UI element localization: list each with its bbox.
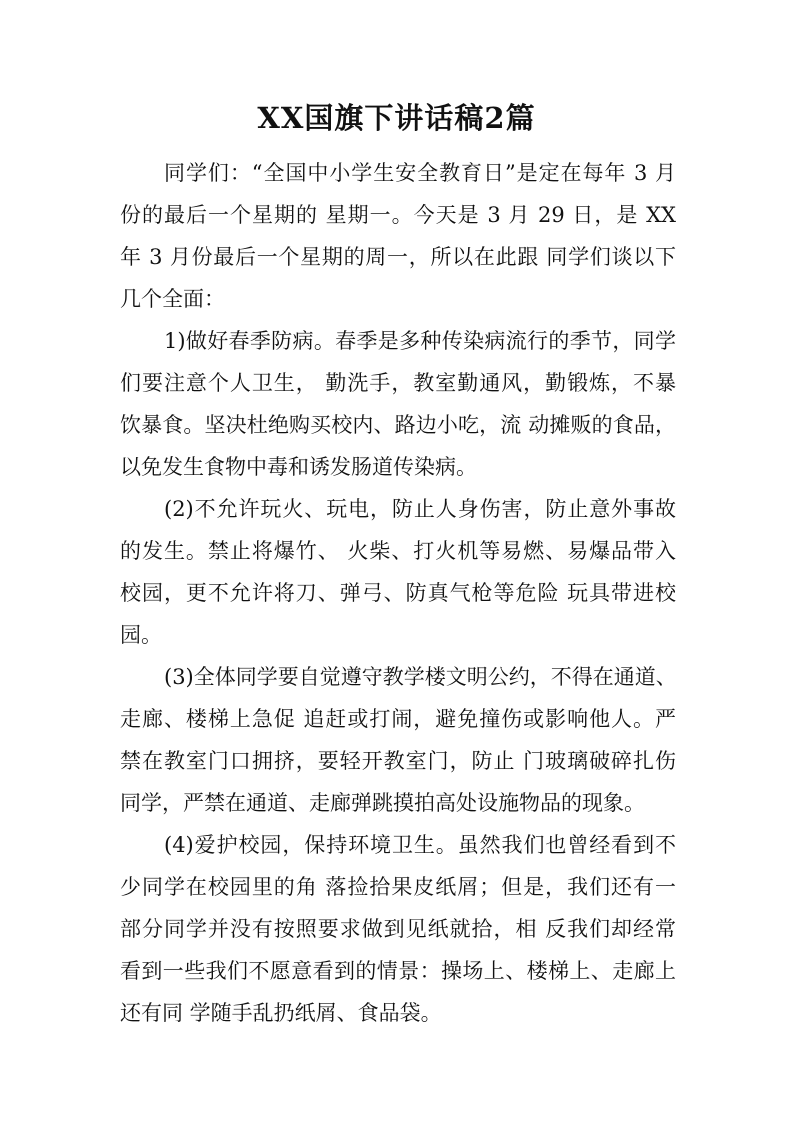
paragraph [120, 656, 676, 824]
text-line: (4)爱护校园，保持环境卫生。虽然我们也曾经看到不 [164, 833, 676, 857]
paragraph [120, 488, 676, 656]
text-line: 校园，更不允许将刀、弹弓、防真气枪等危险 玩具带进校 [120, 581, 676, 605]
document-title: XX国旗下讲话稿2篇 [257, 101, 536, 135]
text-line: 同学们：“全国中小学生安全教育日”是定在每年 3 月 [164, 161, 676, 185]
text-line: 走廊、楼梯上急促 追赶或打闹，避免撞伤或影响他人。严 [120, 707, 676, 731]
text-line: 同学，严禁在通道、走廊弹跳摸拍高处设施物品的现象。 [120, 791, 645, 815]
text-line: 饮暴食。坚决杜绝购买校内、路边小吃，流 动摊贩的食品， [120, 413, 676, 437]
paragraph [120, 320, 676, 488]
text-line: 1)做好春季防病。春季是多种传染病流行的季节，同学 [164, 329, 676, 353]
text-line: 的发生。禁止将爆竹、 火柴、打火机等易燃、易爆品带入 [120, 539, 676, 563]
text-line: (3)全体同学要自觉遵守教学楼文明公约，不得在通道、 [164, 665, 677, 689]
text-line: 们要注意个人卫生， 勤洗手，教室勤通风，勤锻炼，不暴 [120, 371, 676, 395]
text-line: 看到一些我们不愿意看到的情景：操场上、楼梯上、走廊上 [120, 959, 676, 983]
text-line: 几个全面： [120, 287, 225, 311]
text-line: 份的最后一个星期的 星期一。今天是 3 月 29 日，是 XX [120, 203, 676, 227]
document-body [120, 152, 676, 1034]
text-line: 年 3 月份最后一个星期的周一，所以在此跟 同学们谈以下 [120, 245, 676, 269]
text-line: 少同学在校园里的角 落捡拾果皮纸屑；但是，我们还有一 [120, 875, 676, 899]
text-line: 禁在教室门口拥挤，要轻开教室门，防止 门玻璃破碎扎伤 [120, 749, 676, 773]
text-line: 园。 [120, 623, 162, 647]
text-line: 还有同 学随手乱扔纸屑、食品袋。 [120, 1001, 442, 1025]
text-line: 部分同学并没有按照要求做到见纸就拾，相 反我们却经常 [120, 917, 676, 941]
paragraph [120, 824, 676, 1034]
text-line: (2)不允许玩火、玩电，防止人身伤害，防止意外事故 [164, 497, 676, 521]
paragraph [120, 152, 676, 320]
text-line: 以免发生食物中毒和诱发肠道传染病。 [120, 455, 477, 479]
